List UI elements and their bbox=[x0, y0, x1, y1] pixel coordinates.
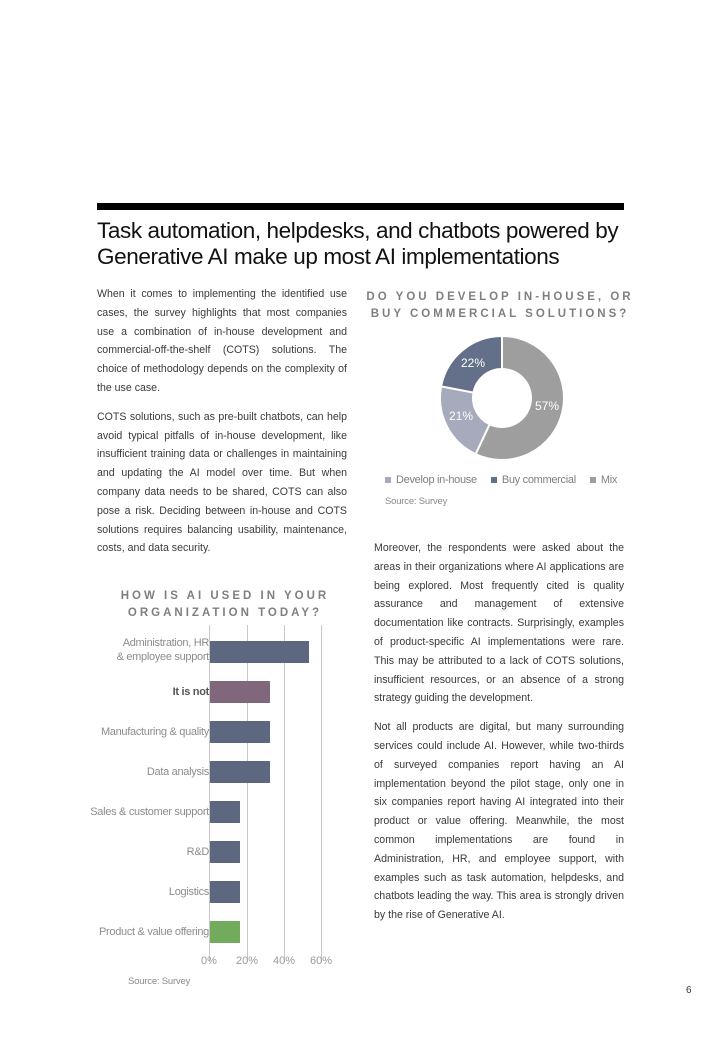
gridline bbox=[284, 625, 285, 962]
gridline bbox=[247, 625, 248, 962]
donut-label-mix: 57% bbox=[535, 399, 560, 413]
x-tick: 40% bbox=[272, 955, 296, 967]
donut-label-inhouse: 21% bbox=[449, 409, 474, 423]
bar-label: It is not bbox=[172, 686, 209, 698]
legend-swatch-icon bbox=[491, 477, 497, 483]
paragraph: Moreover, the respondents were asked about the areas in their organizations where AI applications are being explored. Most frequently cited is quality assurance and management of extensive documentation like contracts. Surprisingly, examples of product-specific AI implementations were rare. This may be attributed to a lack of COTS solutions, insufficient resources, or an absence of a strong strategy guiding the development. bbox=[374, 542, 624, 705]
paragraph: Not all products are digital, but many surrounding services could include AI. However, while two-thirds of surveyed companies report having an AI implementation beyond the pilot stage, only one in six companies report having AI integrated into their product or value offering. Meanwhile, the most common implementations are found in Administration, HR, and employee support, with examples such as task automation, helpdesks, and chatbots leading the way. This area is strongly driven by the rise of Generative AI. bbox=[374, 721, 624, 922]
bar bbox=[210, 841, 240, 863]
bar-label: Data analysis bbox=[146, 766, 209, 778]
page-number: 6 bbox=[686, 985, 692, 996]
donut-chart bbox=[439, 335, 565, 461]
donut-label-buy: 22% bbox=[461, 356, 486, 370]
bar-chart-title: HOW IS AI USED IN YOUR ORGANIZATION TODAY? bbox=[120, 590, 330, 619]
bar-row bbox=[75, 841, 355, 863]
legend-item-buy: Buy commercial bbox=[491, 474, 576, 486]
legend-item-inhouse: Develop in-house bbox=[385, 474, 477, 486]
bar-label: R&D bbox=[186, 846, 209, 858]
bar-row bbox=[75, 801, 355, 823]
gridline bbox=[209, 625, 210, 962]
donut-source: Source: Survey bbox=[385, 496, 448, 507]
x-tick: 60% bbox=[309, 955, 333, 967]
bar-row bbox=[75, 761, 355, 783]
bar bbox=[210, 881, 240, 903]
bar-label: Sales & customer support bbox=[90, 806, 209, 818]
bar-label: Administration, HR & employee support bbox=[116, 637, 209, 663]
x-tick: 0% bbox=[201, 955, 217, 967]
bar-row bbox=[75, 721, 355, 743]
bar-row bbox=[75, 881, 355, 903]
paragraph: When it comes to implementing the identified use cases, the survey highlights that most companies use a combination of in-house development and commercial-off-the-shelf (COTS) solutions. The choice of methodology depends on the complexity of the use case. bbox=[97, 288, 347, 394]
bar bbox=[210, 761, 270, 783]
bar-label: Manufacturing & quality bbox=[100, 726, 209, 738]
page-title: Task automation, helpdesks, and chatbots powered by Generative AI make up most AI implementations bbox=[97, 218, 619, 269]
bar bbox=[210, 801, 240, 823]
right-column bbox=[374, 539, 624, 935]
gridline bbox=[321, 625, 322, 962]
bar-label: Product & value offering bbox=[98, 926, 209, 938]
bar bbox=[210, 641, 309, 663]
bar-chart bbox=[75, 625, 355, 975]
x-tick: 20% bbox=[235, 955, 259, 967]
left-column bbox=[97, 285, 347, 568]
title-rule bbox=[97, 203, 624, 210]
bar-chart-source: Source: Survey bbox=[128, 976, 191, 987]
bar-row bbox=[75, 921, 355, 943]
legend-swatch-icon bbox=[385, 477, 391, 483]
bar-row bbox=[75, 637, 355, 663]
donut-chart-title: DO YOU DEVELOP IN-HOUSE, OR BUY COMMERCIAL SOLUTIONS? bbox=[366, 291, 634, 320]
bar bbox=[210, 681, 270, 703]
bar bbox=[210, 921, 240, 943]
bar bbox=[210, 721, 270, 743]
legend-item-mix: Mix bbox=[590, 474, 617, 486]
bar-label: Logistics bbox=[168, 886, 209, 898]
legend-swatch-icon bbox=[590, 477, 596, 483]
bar-row bbox=[75, 681, 355, 703]
donut-legend bbox=[385, 474, 617, 486]
paragraph: COTS solutions, such as pre-built chatbots, can help avoid typical pitfalls of in-house development, like insufficient training data or challenges in maintaining and updating the AI model over time. But when company data needs to be shared, COTS can also pose a risk. Deciding between in-house and COTS solutions requires balancing usability, maintenance, costs, and data security. bbox=[97, 410, 347, 555]
